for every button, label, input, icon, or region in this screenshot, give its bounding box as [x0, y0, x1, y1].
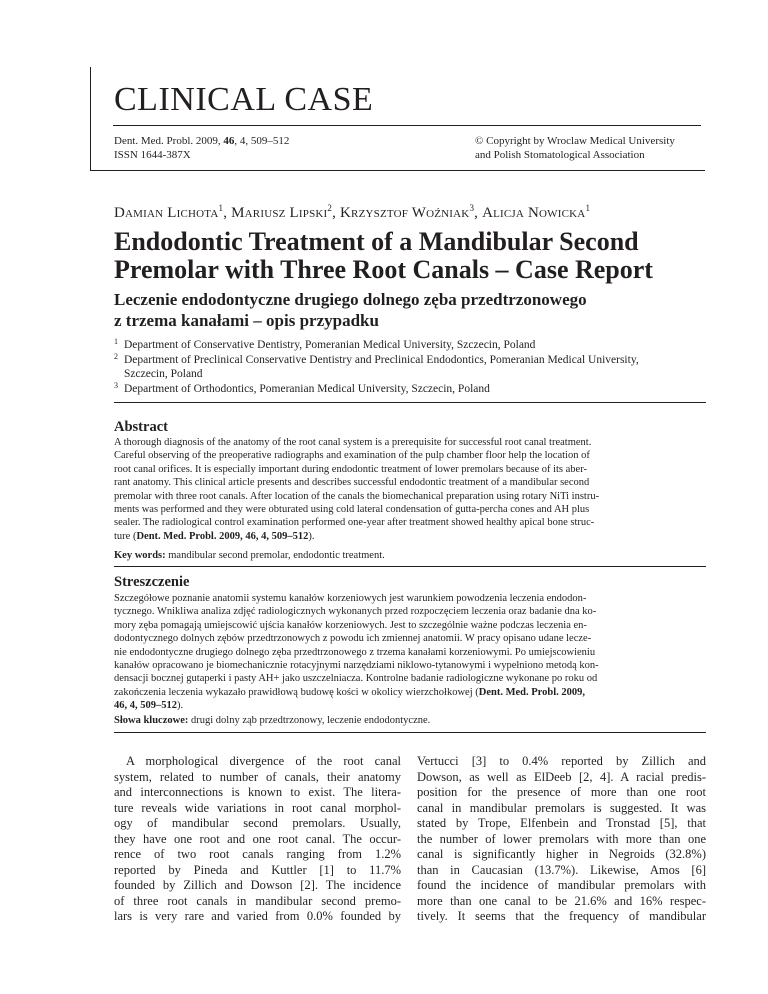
section-label: CLINICAL CASE	[114, 81, 374, 118]
copyright-line: and Polish Stomatological Association	[475, 149, 645, 161]
issn: ISSN 1644-387X	[114, 149, 191, 161]
affiliation: Szczecin, Poland	[124, 368, 203, 380]
header-divider	[113, 125, 701, 126]
article-subtitle: Leczenie endodontyczne drugiego dolnego zęba przedtrzonowego z trzema kanałami – opis przypadku	[114, 290, 587, 330]
abstract-body: A thorough diagnosis of the anatomy of the root canal system is a prerequisite for successful root canal treatment. Careful observing of the preoperative radiographs and examination of the pulp chamber floor help the location of root canal orifices. It is especially important during endodontic treatment of lower premolars because of its aber- rant anatomy. This clinical article presents and describes successful endodontic treatment of a mandibular second premolar with three root canals. After location of the canals the biomechanical preparation using rotary NiTi instru- ments was performed and they were obturated using cold lateral condensation of gutta-percha cones and AH plus sealer. The radiological control examination performed one-year after treatment showed healthy apical bone struc- ture (Dent. Med. Probl. 2009, 46, 4, 509–512).	[114, 437, 600, 542]
author-name: Damian Lichota	[114, 205, 219, 221]
affiliations	[114, 338, 714, 396]
copyright-line: © Copyright by Wroclaw Medical University	[475, 135, 675, 147]
section-divider	[114, 566, 706, 567]
body-column-right: Vertucci [3] to 0.4% reported by Zillich and Dowson, as well as ElDeeb [2, 4]. A racial predis- position for the presence of more than one root canal in mandibular premolars is suggested. It was stated by Trope, Elfenbein and Tronstad [5], that the number of lower premolars with more than one canal is significantly higher in Negroids (32.8%) than in Caucasian (13.7%). Likewise, Amos [6] found the incidence of mandibular premolars with more than one canal to be 21.6% and 16% respec- tively. It seems that the frequency of mandibular	[417, 754, 706, 923]
streszczenie-heading: Streszczenie	[114, 574, 190, 590]
affiliation: 1 Department of Conservative Dentistry, Pomeranian Medical University, Szczecin, Poland	[114, 337, 536, 351]
keywords: Key words: mandibular second premolar, endodontic treatment.	[114, 550, 385, 561]
affiliation: 2 Department of Preclinical Conservative Dentistry and Preclinical Endodontics, Pomeranian Medical University,	[114, 351, 639, 366]
body-column-left: A morphological divergence of the root canal system, related to number of canals, their anatomy and interconnections is known to exist. The litera- ture reveals wide variations in root canal morphol- ogy of mandibular second premolars. Usually, they have one root and one root canal. The occur- rence of two root canals ranging from 1.2% reported by Pineda and Kuttler [1] to 11.7% founded by Zillich and Dowson [2]. The incidence of three root canals in mandibular second premo- lars is very rare and varied from 0.0% founded by	[114, 754, 401, 923]
section-divider	[114, 402, 706, 403]
author-name: Mariusz Lipski	[231, 205, 328, 221]
author-name: Krzysztof Woźniak	[340, 205, 470, 221]
streszczenie-body: Szczegółowe poznanie anatomii systemu kanałów korzeniowych jest warunkiem powodzenia leczenia endodon- tycznego. Wnikliwa analiza zdjęć radiologicznych wykonanych przed rozpoczęciem leczenia oraz badanie dna ko- mory zęba pomagają umiejscowić ujścia kanałów korzeniowych. Jest to szczególnie ważne podczas leczenia en- dodontycznego dolnych zębów przedtrzonowych z powodu ich zmiennej anatomii. W pracy opisano udane lecze- nie endodontyczne drugiego dolnego zęba przedtrzonowego z trzema kanałami korzeniowymi. Po umiejscowieniu kanałów opracowano je biomechanicznie rotacyjnymi narzędziami niklowo-tytanowymi i wypełniono metodą kon- densacji bocznej gutaperki i pasty AH+ jako uszczelniacza. Kontrolne badanie radiologiczne wykonane po roku od zakończenia leczenia wykazało prawidłową budowę kości w okolicy wierzchołkowej (Dent. Med. Probl. 2009, 46, 4, 509–512).	[114, 593, 599, 712]
author-list: Damian Lichota$^1$, Mariusz Lipski$^2$, Krzysztof Woźniak$^3$, Alicja Nowicka$^1$	[114, 203, 591, 221]
section-divider	[114, 732, 706, 733]
affiliation: 3 Department of Orthodontics, Pomeranian Medical University, Szczecin, Poland	[114, 380, 490, 395]
author-name: Alicja Nowicka	[482, 205, 586, 221]
slowa-kluczowe: Słowa kluczowe: drugi dolny ząb przedtrzonowy, leczenie endodontyczne.	[114, 715, 431, 726]
abstract-heading: Abstract	[114, 419, 168, 435]
journal-citation: Dent. Med. Probl. 2009, 46, 4, 509–512	[114, 135, 290, 147]
article-title: Endodontic Treatment of a Mandibular Second Premolar with Three Root Canals – Case Report	[114, 227, 653, 284]
